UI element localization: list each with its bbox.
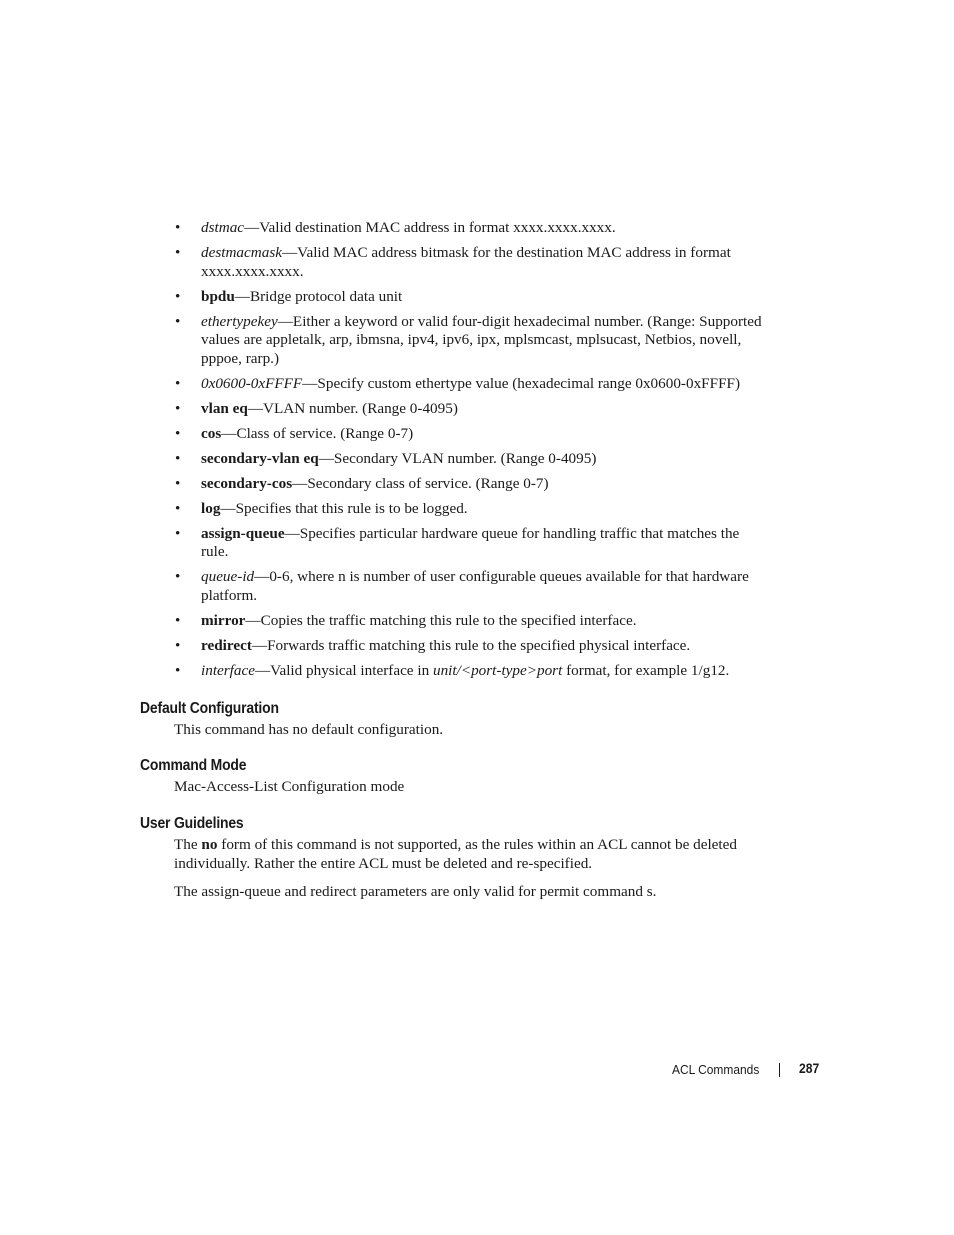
bullet-icon: • bbox=[175, 524, 181, 542]
bullet-icon: • bbox=[175, 374, 181, 392]
parameter-description: —Class of service. (Range 0-7) bbox=[221, 424, 414, 442]
parameter-description: —Either a keyword or valid four-digit hexadecimal number. (Range: Supported values are appletalk, arp, ibmsna, ipv4, ipv6, ipx, mplsmcast, mplsucast, Netbios, novell, pppoe, rarp.) bbox=[201, 312, 762, 367]
parameter-term: secondary-vlan eq bbox=[201, 449, 319, 467]
parameter-term: mirror bbox=[201, 611, 246, 629]
parameter-description: —Specify custom ethertype value (hexadecimal range 0x0600-0xFFFF) bbox=[302, 374, 741, 392]
bullet-icon: • bbox=[175, 399, 181, 417]
section-heading-user-guidelines: User Guidelines bbox=[140, 815, 244, 832]
parameter-description: —Valid destination MAC address in format xxxx.xxxx.xxxx. bbox=[244, 219, 616, 236]
bullet-icon: • bbox=[175, 474, 181, 492]
list-item bbox=[174, 662, 764, 681]
user-guidelines-paragraph-2: The assign-queue and redirect parameters are only valid for permit command s. bbox=[174, 883, 657, 900]
bullet-icon: • bbox=[175, 568, 181, 585]
parameter-description: —Secondary class of service. (Range 0-7) bbox=[292, 474, 549, 492]
bullet-icon: • bbox=[175, 312, 181, 330]
parameter-term: bpdu bbox=[201, 287, 235, 305]
list-item bbox=[174, 400, 764, 419]
footer-chapter-title: ACL Commands bbox=[672, 1062, 760, 1077]
bullet-icon: • bbox=[175, 499, 181, 517]
parameter-description: —Valid MAC address bitmask for the destination MAC address in format xxxx.xxxx.xxxx. bbox=[201, 244, 731, 280]
parameter-term: interface bbox=[201, 661, 255, 679]
parameter-term: vlan eq bbox=[201, 399, 248, 417]
parameter-term: secondary-cos bbox=[201, 474, 293, 492]
parameter-term: assign-queue bbox=[201, 524, 285, 542]
user-guidelines-paragraph-1 bbox=[174, 835, 764, 873]
parameter-term: queue-id bbox=[201, 568, 255, 585]
bullet-icon: • bbox=[175, 636, 181, 654]
command-mode-text: Mac-Access-List Configuration mode bbox=[174, 778, 405, 795]
parameter-term: cos bbox=[201, 424, 222, 442]
list-item bbox=[174, 375, 764, 394]
guideline-text-tail: form of this command is not supported, as the rules within an ACL cannot be deleted individually. Rather the entire ACL must be deleted and re-specified. bbox=[174, 836, 737, 872]
parameter-list bbox=[174, 219, 764, 687]
parameter-description: —Copies the traffic matching this rule to the specified interface. bbox=[245, 611, 637, 629]
list-item bbox=[174, 568, 764, 605]
bullet-icon: • bbox=[175, 661, 181, 679]
section-heading-default-configuration: Default Configuration bbox=[140, 700, 279, 717]
footer-divider bbox=[779, 1063, 780, 1077]
parameter-term: redirect bbox=[201, 636, 252, 654]
list-item bbox=[174, 612, 764, 631]
bullet-icon: • bbox=[175, 287, 181, 305]
parameter-term: destmacmask bbox=[201, 244, 282, 261]
parameter-term: dstmac bbox=[201, 219, 245, 236]
page-number: 287 bbox=[799, 1061, 820, 1076]
list-item bbox=[174, 475, 764, 494]
section-heading-command-mode: Command Mode bbox=[140, 757, 247, 774]
bullet-icon: • bbox=[175, 611, 181, 629]
no-keyword: no bbox=[201, 836, 218, 853]
parameter-description: —Forwards traffic matching this rule to the specified physical interface. bbox=[251, 636, 691, 654]
list-item bbox=[174, 288, 764, 307]
guideline-text: The bbox=[174, 836, 202, 853]
parameter-description: —Valid physical interface in bbox=[254, 661, 433, 679]
list-item bbox=[174, 313, 764, 369]
parameter-description: —Specifies particular hardware queue for handling traffic that matches the rule. bbox=[201, 524, 740, 560]
parameter-description-tail: format, for example 1/g12. bbox=[562, 661, 730, 679]
list-item bbox=[174, 219, 764, 238]
list-item bbox=[174, 500, 764, 519]
bullet-icon: • bbox=[175, 424, 181, 442]
default-configuration-text: This command has no default configuration. bbox=[174, 721, 444, 738]
parameter-description: —0-6, where n is number of user configurable queues available for that hardware platform. bbox=[201, 568, 749, 604]
bullet-icon: • bbox=[175, 244, 181, 261]
parameter-description: —VLAN number. (Range 0-4095) bbox=[247, 399, 458, 417]
parameter-term: ethertypekey bbox=[201, 312, 278, 330]
parameter-term: 0x0600-0xFFFF bbox=[201, 374, 303, 392]
parameter-description: —Specifies that this rule is to be logged. bbox=[220, 499, 468, 517]
list-item bbox=[174, 637, 764, 656]
bullet-icon: • bbox=[175, 449, 181, 467]
interface-format: unit/<port-type>port bbox=[432, 661, 563, 679]
list-item bbox=[174, 450, 764, 469]
list-item bbox=[174, 425, 764, 444]
list-item bbox=[174, 525, 764, 562]
list-item bbox=[174, 244, 764, 281]
parameter-term: log bbox=[201, 499, 221, 517]
parameter-description: —Bridge protocol data unit bbox=[234, 287, 403, 305]
parameter-description: —Secondary VLAN number. (Range 0-4095) bbox=[318, 449, 597, 467]
bullet-icon: • bbox=[175, 219, 181, 236]
